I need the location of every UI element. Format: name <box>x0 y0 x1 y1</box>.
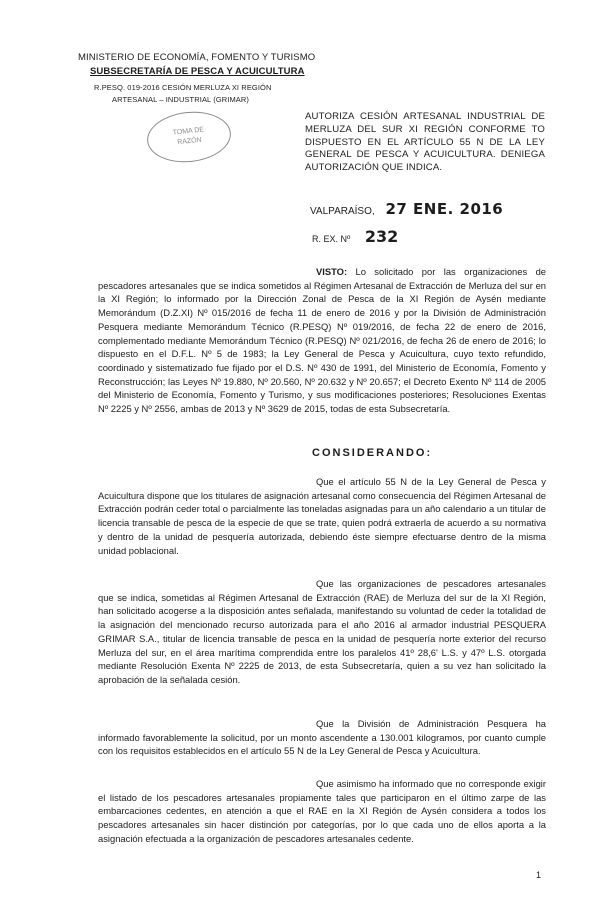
considerando-paragraph-1: Que el artículo 55 N de la Ley General de Pesca y Acuicultura dispone que los titulares de asignación artesanal como consecuencia del Régimen Artesanal de Extracción podrán ceder total o parcialmente las toneladas asignadas para un año calendario a un titular de licencia transable de pesca de la especie de que se trate, quien podrá extraerla de acuerdo a su normativa y dentro de la unidad de pesquería autorizada, debiendo éste siempre efectuarse dentro de la misma unidad poblacional. <box>98 476 546 556</box>
visto-paragraph <box>98 265 546 416</box>
considerando-paragraph-4: Que asimismo ha informado que no corresponde exigir el listado de los pescadores artesanales propiamente tales que participaron en el último zarpe de las embarcaciones cedentes, en atención a que el RAE en la XI Región de Aysén considera a todos los pescadores artesanales sin hacer distinción por categorías, por lo que cada uno de ellos aporta a la asignación efectuada a la organización de pescadores artesanales cedente. <box>98 778 546 844</box>
visto-text: Lo solicitado por las organizaciones de pescadores artesanales que se indica sometidos al Régimen Artesanal de Extracción de Merluza del sur en la XI Región; lo informado por la Dirección Zonal de Pesca de la XI Región de Aysén mediante Memorándum (D.Z.XI) Nº 015/2016 de fecha 11 de enero de 2016 y por la División de Administración Pesquera mediante Memorándum Técnico (R.PESQ) Nº 019/2016, de fecha 22 de enero de 2016, complementado mediante Memorándum Técnico (R.PESQ) Nº 021/2016, de fecha 26 de enero de 2016; lo dispuesto en el D.F.L. Nº 5 de 1983; la Ley General de Pesca y Acuicultura, cuyo texto refundido, coordinado y sistematizado fue fijado por el D.S. Nº 430 de 1991, del Ministerio de Economía, Fomento y Reconstrucción; las Leyes Nº 19.880, Nº 20.560, Nº 20.632 y Nº 20.657; el Decreto Exento Nº 114 de 2005 del Ministerio de Economía, Fomento y Turismo, y sus modificaciones posteriores; Resoluciones Exentas Nº 2225 y Nº 2556, ambas de 2013 y Nº 3629 de 2015, todas de esta Subsecretaría. <box>98 266 546 415</box>
considerando-paragraph-2: Que las organizaciones de pescadores artesanales que se indica, sometidas al Régimen Artesanal de Extracción (RAE) de Merluza del sur de la XI Región, han solicitado acogerse a la disposición antes señalada, manifestando su voluntad de ceder la totalidad de la asignación del mencionado recurso autorizada para el año 2016 al armador industrial PESQUERA GRIMAR S.A., titular de licencia transable de pesca en la unidad de pesquería norte exterior del recurso Merluza del sur, en el área marítima comprendida entre los paralelos 41º 28,6' L.S. y 47º L.S. otorgada mediante Resolución Exenta Nº 2225 de 2013, de esta Subsecretaría, quien a su vez han solicitado la aprobación de la señalada cesión. <box>98 578 546 685</box>
place-and-date <box>310 200 503 218</box>
header-subsecretaria: SUBSECRETARÍA DE PESCA Y ACUICULTURA <box>90 66 305 77</box>
page-number: 1 <box>536 870 542 880</box>
stamp-line-2: RAZÓN <box>176 136 203 147</box>
resolution-summary: AUTORIZA CESIÓN ARTESANAL INDUSTRIAL DE MERLUZA DEL SUR XI REGIÓN CONFORME TO DISPUESTO EN EL ARTÍCULO 55 N DE LA LEY GENERAL DE PESCA Y ACUICULTURA. DENIEGA AUTORIZACIÓN QUE INDICA. <box>305 111 545 174</box>
visto-label: VISTO: <box>316 266 348 277</box>
header-reference: R.PESQ. 019-2016 CESIÓN MERLUZA XI REGIÓN <box>94 83 272 92</box>
stamp-line-1: TOMA DE <box>172 126 205 137</box>
official-stamp <box>145 108 234 167</box>
header-ministry: MINISTERIO DE ECONOMÍA, FOMENTO Y TURISMO <box>78 52 316 63</box>
header-reference-2: ARTESANAL – INDUSTRIAL (GRIMAR) <box>112 95 250 104</box>
resolution-number-value: 232 <box>364 227 399 246</box>
considerando-paragraph-3: Que la División de Administración Pesquera ha informado favorablemente la solicitud, por un monto ascendente a 130.001 kilogramos, por cuanto cumple con los requisitos establecidos en el artículo 55 N de la Ley General de Pesca y Acuicultura. <box>98 718 546 757</box>
place: VALPARAÍSO, <box>310 206 375 217</box>
considerando-heading: CONSIDERANDO: <box>312 447 433 459</box>
resolution-label: R. EX. Nº <box>312 234 351 244</box>
resolution-number <box>312 227 398 246</box>
date-stamp: 27 ENE. 2016 <box>385 200 504 218</box>
